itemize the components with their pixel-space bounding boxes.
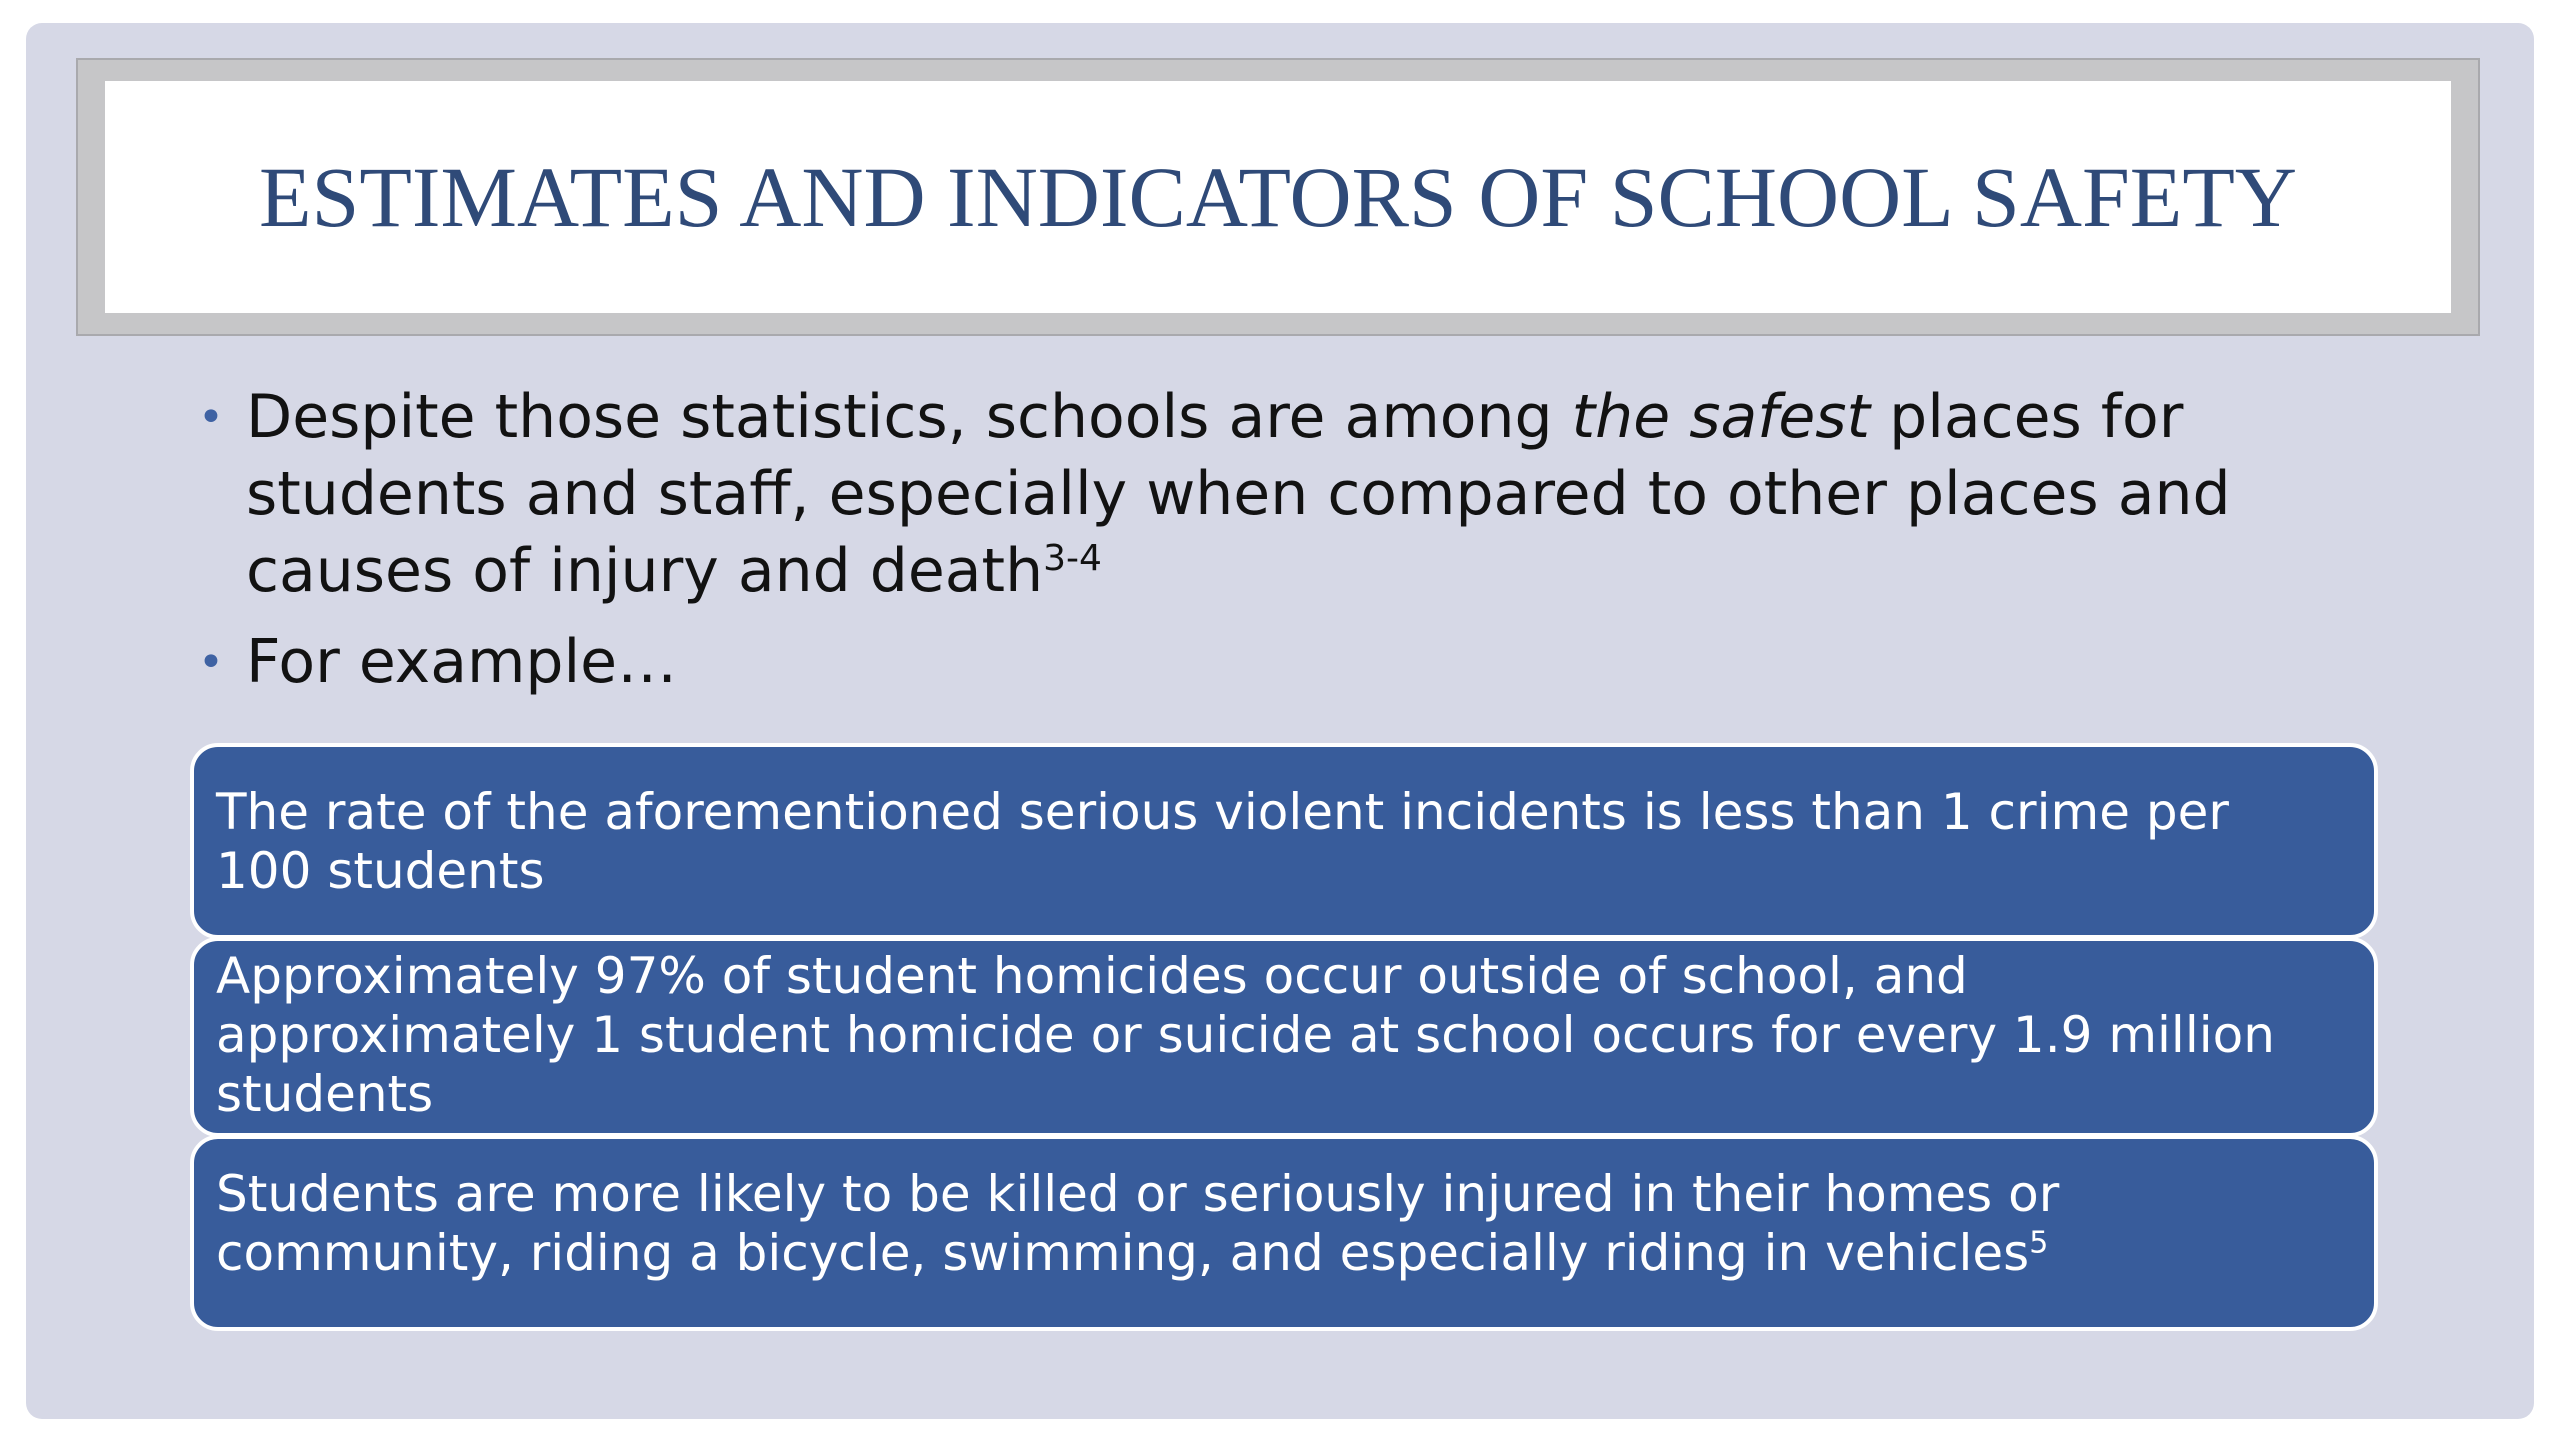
bullet-text-italic: the safest <box>1571 382 1871 452</box>
bullet-item <box>170 624 2420 701</box>
slide <box>26 23 2534 1419</box>
info-card <box>190 743 2378 939</box>
slide-title: ESTIMATES AND INDICATORS OF SCHOOL SAFETY <box>259 149 2297 245</box>
citation-superscript: 3-4 <box>1043 538 1102 579</box>
card-text-wrap <box>216 1165 2334 1283</box>
bullet-text: Despite those statistics, schools are among <box>246 382 1572 452</box>
bullet-text: places for students and staff, especially when compared to other places and causes of injury and death <box>246 382 2231 606</box>
title-frame <box>76 58 2480 336</box>
bullet-text: For example… <box>246 627 678 697</box>
info-card <box>190 1135 2378 1331</box>
bullet-list <box>170 379 2420 701</box>
bullet-dot-icon: • <box>198 637 224 688</box>
bullet-item <box>170 379 2420 610</box>
citation-superscript: 5 <box>2029 1225 2049 1261</box>
info-card <box>190 937 2378 1137</box>
bullet-dot-icon: • <box>198 392 224 443</box>
card-text: Approximately 97% of student homicides occur outside of school, and approximately 1 student homicide or suicide at school occurs for every 1.9 million students <box>216 947 2275 1123</box>
title-box <box>105 81 2451 313</box>
card-text: The rate of the aforementioned serious violent incidents is less than 1 crime per 100 students <box>216 783 2229 900</box>
card-text: Students are more likely to be killed or seriously injured in their homes or community, riding a bicycle, swimming, and especially riding in vehicles <box>216 1165 2060 1282</box>
